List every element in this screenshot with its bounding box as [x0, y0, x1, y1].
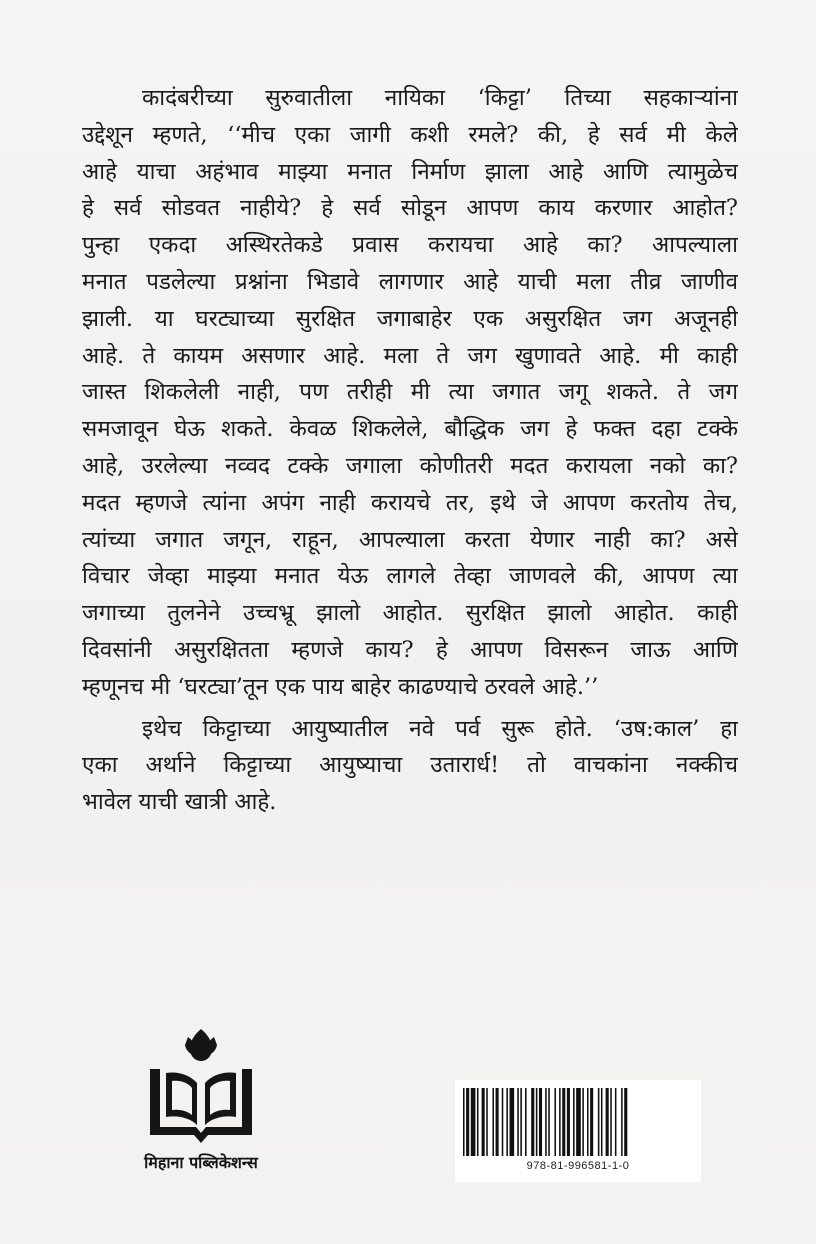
- publisher-name: मिहाना पब्लिकेशन्स: [144, 1153, 258, 1172]
- text-line: जास्त शिकलेली नाही, पण तरीही मी त्या जगात जगू शकते. ते जग: [82, 379, 738, 406]
- text-line: झाली. या घरट्याच्या सुरक्षित जगाबाहेर एक असुरक्षित जग अजूनही: [82, 305, 738, 332]
- paragraph-2: [82, 711, 738, 821]
- text-line: जगाच्या तुलनेने उच्चभ्रू झालो आहोत. सुरक्षित झालो आहोत. काही: [82, 600, 738, 627]
- barcode-bar: [520, 1088, 522, 1156]
- barcode-bar: [587, 1088, 589, 1156]
- blurb-text: [82, 80, 738, 826]
- barcode-bar: [573, 1088, 575, 1156]
- text-line: भावेल याची खात्री आहे.: [82, 789, 277, 816]
- barcode-bar: [559, 1088, 561, 1156]
- barcode-bar: [482, 1088, 485, 1156]
- text-line: आहे याचा अहंभाव माझ्या मनात निर्माण झाला आहे आणि त्यामुळेच: [82, 158, 738, 185]
- barcode-bar: [554, 1088, 556, 1156]
- publisher-logo: [112, 1025, 290, 1172]
- barcode-bars: [463, 1088, 693, 1156]
- barcode-bar: [536, 1088, 538, 1156]
- barcode-bar: [502, 1088, 504, 1156]
- text-line: एका अर्थाने किट्टाच्या आयुष्याचा उतारार्ध! तो वाचकांना नक्कीच: [82, 752, 738, 779]
- text-line: समजावून घेऊ शकते. केवळ शिकलेले, बौद्धिक जग हे फक्त दहा टक्के: [82, 416, 738, 443]
- barcode-bar: [517, 1088, 519, 1156]
- barcode-bar: [610, 1088, 612, 1156]
- barcode-bar: [562, 1088, 565, 1156]
- barcode-bar: [531, 1088, 534, 1156]
- barcode-bar: [539, 1088, 542, 1156]
- text-line: त्यांच्या जगात जगून, राहून, आपल्याला करता येणार नाही का? असे: [82, 526, 738, 553]
- barcode-bar: [624, 1088, 627, 1156]
- barcode-bar: [471, 1088, 476, 1156]
- barcode-bar: [525, 1088, 527, 1156]
- text-line: उद्देशून म्हणते, ‘‘मीच एका जागी कशी रमले? की, हे सर्व मी केले: [82, 121, 738, 148]
- barcode-bar: [576, 1088, 581, 1156]
- barcode-bar: [492, 1088, 494, 1156]
- barcode-bar: [548, 1088, 550, 1156]
- text-line: मदत म्हणजे त्यांना अपंग नाही करायचे तर, इथे जे आपण करतोय तेच,: [82, 489, 738, 516]
- paragraph-1: [82, 80, 738, 706]
- barcode-bar: [496, 1088, 499, 1156]
- barcode-bar: [601, 1088, 603, 1156]
- isbn-text: 978-81-996581-1-0: [526, 1160, 630, 1172]
- text-line: दिवसांनी असुरक्षितता म्हणजे काय? हे आपण विसरून जाऊ आणि: [82, 636, 738, 663]
- barcode-bar: [486, 1088, 488, 1156]
- text-line: हे सर्व सोडवत नाहीये? हे सर्व सोडून आपण काय करणार आहोत?: [82, 195, 738, 222]
- barcode-bar: [463, 1088, 465, 1156]
- barcode-bar: [545, 1088, 547, 1156]
- text-line: कादंबरीच्या सुरुवातीला नायिका ‘किट्टा’ तिच्या सहकाऱ्यांना: [142, 85, 738, 111]
- text-line: मनात पडलेल्या प्रश्नांना भिडावे लागणार आहे याची मला तीव्र जाणीव: [82, 268, 738, 295]
- text-line: इथेच किट्टाच्या आयुष्यातील नवे पर्व सुरू होते. ‘उष:काल’ हा: [142, 715, 738, 742]
- barcode-bar: [590, 1088, 593, 1156]
- text-line: पुन्हा एकदा अस्थिरतेकडे प्रवास करायचा आहे का? आपल्याला: [82, 232, 738, 259]
- text-line: आहे. ते कायम असणार आहे. मला ते जग खुणावते आहे. मी काही: [82, 342, 738, 369]
- barcode-bar: [466, 1088, 469, 1156]
- barcode: [455, 1080, 701, 1182]
- barcode-bar: [510, 1088, 515, 1156]
- barcode-bar: [606, 1088, 609, 1156]
- text-line: म्हणूनच मी ‘घरट्या’तून एक पाय बाहेर काढण्याचे ठरवले आहे.’’: [82, 673, 599, 700]
- barcode-bar: [506, 1088, 508, 1156]
- barcode-bar: [621, 1088, 623, 1156]
- text-line: आहे, उरलेल्या नव्वद टक्के जगाला कोणीतरी मदत करायला नको का?: [82, 452, 738, 479]
- barcode-bar: [477, 1088, 479, 1156]
- barcode-bar: [567, 1088, 570, 1156]
- barcode-bar: [615, 1088, 617, 1156]
- barcode-bar: [582, 1088, 584, 1156]
- barcode-bar: [598, 1088, 600, 1156]
- text-line: विचार जेव्हा माझ्या मनात येऊ लागले तेव्हा जाणवले की, आपण त्या: [82, 563, 738, 590]
- book-with-tulip-icon: [142, 1025, 260, 1145]
